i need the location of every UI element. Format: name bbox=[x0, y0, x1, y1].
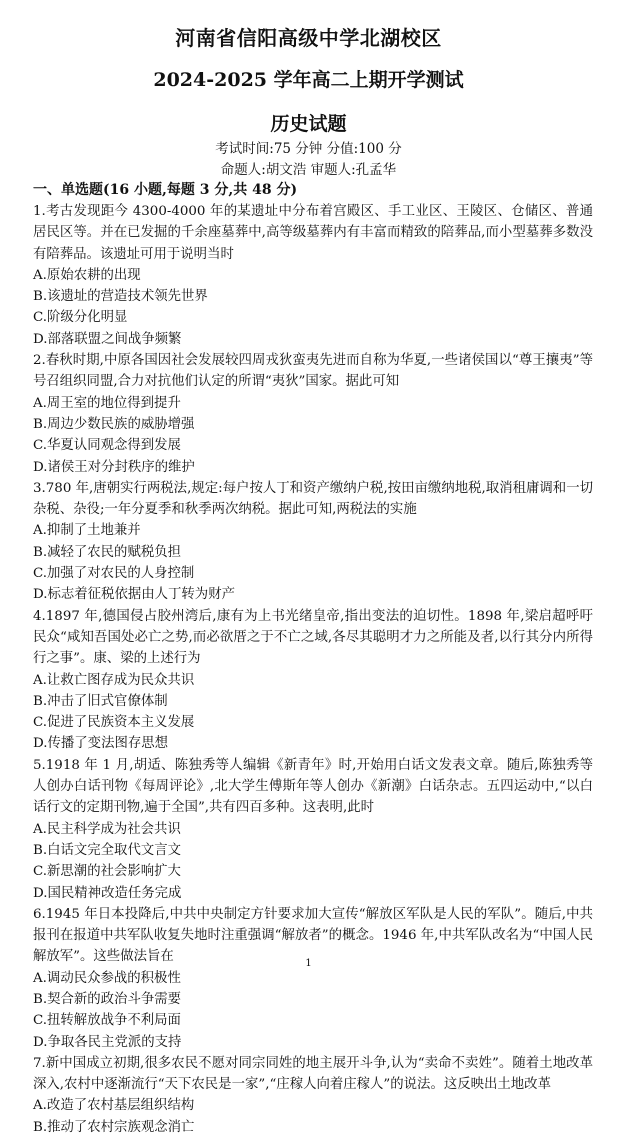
question-1 bbox=[33, 201, 593, 350]
option-list bbox=[33, 819, 593, 904]
option-b: B.白话文完全取代文言文 bbox=[33, 842, 182, 858]
option-list bbox=[33, 968, 593, 1053]
option-b: B.冲击了旧式官僚体制 bbox=[33, 693, 168, 709]
option-list bbox=[33, 520, 593, 605]
option-list bbox=[33, 265, 593, 350]
option-b: B.契合新的政治斗争需要 bbox=[33, 991, 182, 1007]
option-d: D.诸侯王对分封秩序的维护 bbox=[33, 459, 195, 475]
option-list bbox=[33, 1095, 593, 1138]
option-a: A.改造了农村基层组织结构 bbox=[33, 1098, 195, 1114]
option-list bbox=[33, 393, 593, 478]
question-list bbox=[33, 201, 593, 1138]
question-stem: 1.考古发现距今 4300-4000 年的某遗址中分布着宫殿区、手工业区、王陵区、仓储区、普通居民区等。并在已发掘的千余座墓葬中,高等级墓葬内有丰富而精致的陪葬品,而小型墓葬多数没有陪葬品。该遗址可用于说明当时 bbox=[33, 204, 593, 262]
option-c: C.华夏认同观念得到发展 bbox=[33, 438, 181, 454]
option-a: A.民主科学成为社会共识 bbox=[33, 821, 181, 837]
question-stem: 2.春秋时期,中原各国因社会发展较四周戎狄蛮夷先进而自称为华夏,一些诸侯国以“尊王攘夷”等号召组织同盟,合力对抗他们认定的所谓“夷狄”国家。据此可知 bbox=[33, 353, 593, 390]
question-3 bbox=[33, 478, 593, 606]
question-stem: 6.1945 年日本投降后,中共中央制定方针要求加大宣传“解放区军队是人民的军队”。随后,中共报刊在报道中共军队收复失地时注重强调“解放者”的概念。1946 年,中共军队改名为“中国人民解放军”。这些做法旨在 bbox=[33, 906, 593, 965]
section-heading: 一、单选题(16 小题,每题 3 分,共 48 分) bbox=[33, 182, 298, 198]
option-d: D.部落联盟之间战争频繁 bbox=[33, 331, 182, 347]
question-stem: 3.780 年,唐朝实行两税法,规定:每户按人丁和资产缴纳户税,按田亩缴纳地税,取消租庸调和一切杂税、杂役;一年分夏季和秋季两次纳税。据此可知,两税法的实施 bbox=[33, 480, 593, 518]
page-number: 1 bbox=[305, 958, 312, 969]
question-4 bbox=[33, 606, 593, 755]
question-stem: 5.1918 年 1 月,胡适、陈独秀等人编辑《新青年》时,开始用白话文发表文章。随后,陈独秀等人创办白话刊物《每周评论》,北大学生傅斯年等人创办《新潮》白话杂志。五四运动中,“以白话行文的定期刊物,遍于全国”,共有四百多种。这表明,此时 bbox=[33, 757, 593, 816]
option-b: B.周边少数民族的威胁增强 bbox=[33, 416, 195, 432]
question-6 bbox=[33, 904, 593, 1053]
subject-title: 历史试题 bbox=[270, 113, 347, 135]
option-c: C.扭转解放战争不利局面 bbox=[33, 1013, 181, 1029]
option-list bbox=[33, 670, 593, 755]
exam-title: 2024-2025 学年高二上期开学测试 bbox=[153, 69, 464, 91]
option-c: C.促进了民族资本主义发展 bbox=[33, 715, 195, 731]
question-2 bbox=[33, 350, 593, 478]
question-7 bbox=[33, 1053, 593, 1138]
school-title: 河南省信阳高级中学北湖校区 bbox=[175, 26, 442, 50]
question-stem: 4.1897 年,德国侵占胶州湾后,康有为上书光绪皇帝,指出变法的迫切性。1898 年,梁启超呼吁民众“咸知吾国处必亡之势,而必欲厝之于不亡之域,各尽其聪明才力之所能及者,以行其分内所得行之事”。康、梁的上述行为 bbox=[33, 608, 593, 667]
exam-authors: 命题人:胡文浩 审题人:孔孟华 bbox=[220, 162, 397, 178]
option-c: C.加强了对农民的人身控制 bbox=[33, 566, 195, 582]
option-a: A.让救亡图存成为民众共识 bbox=[33, 672, 195, 688]
option-d: D.国民精神改造任务完成 bbox=[33, 885, 182, 901]
option-d: D.争取各民主党派的支持 bbox=[33, 1034, 182, 1050]
option-a: A.调动民众参战的积极性 bbox=[33, 970, 181, 986]
option-a: A.周王室的地位得到提升 bbox=[33, 395, 181, 411]
option-a: A.抑制了土地兼并 bbox=[33, 523, 141, 539]
option-d: D.标志着征税依据由人丁转为财产 bbox=[33, 587, 235, 603]
option-b: B.该遗址的营造技术领先世界 bbox=[33, 289, 208, 305]
option-c: C.新思潮的社会影响扩大 bbox=[33, 864, 181, 880]
option-c: C.阶级分化明显 bbox=[33, 310, 128, 326]
question-5 bbox=[33, 755, 593, 904]
option-a: A.原始农耕的出现 bbox=[33, 267, 141, 283]
exam-time-score: 考试时间:75 分钟 分值:100 分 bbox=[215, 141, 402, 157]
option-b: B.减轻了农民的赋税负担 bbox=[33, 544, 182, 560]
option-b: B.推动了农村宗族观念消亡 bbox=[33, 1119, 195, 1135]
question-stem: 7.新中国成立初期,很多农民不愿对同宗同姓的地主展开斗争,认为“卖命不卖姓”。随着土地改革深入,农村中逐渐流行“天下农民是一家”,“庄稼人向着庄稼人”的说法。这反映出土地改革 bbox=[33, 1055, 593, 1093]
option-d: D.传播了变法图存思想 bbox=[33, 736, 169, 752]
